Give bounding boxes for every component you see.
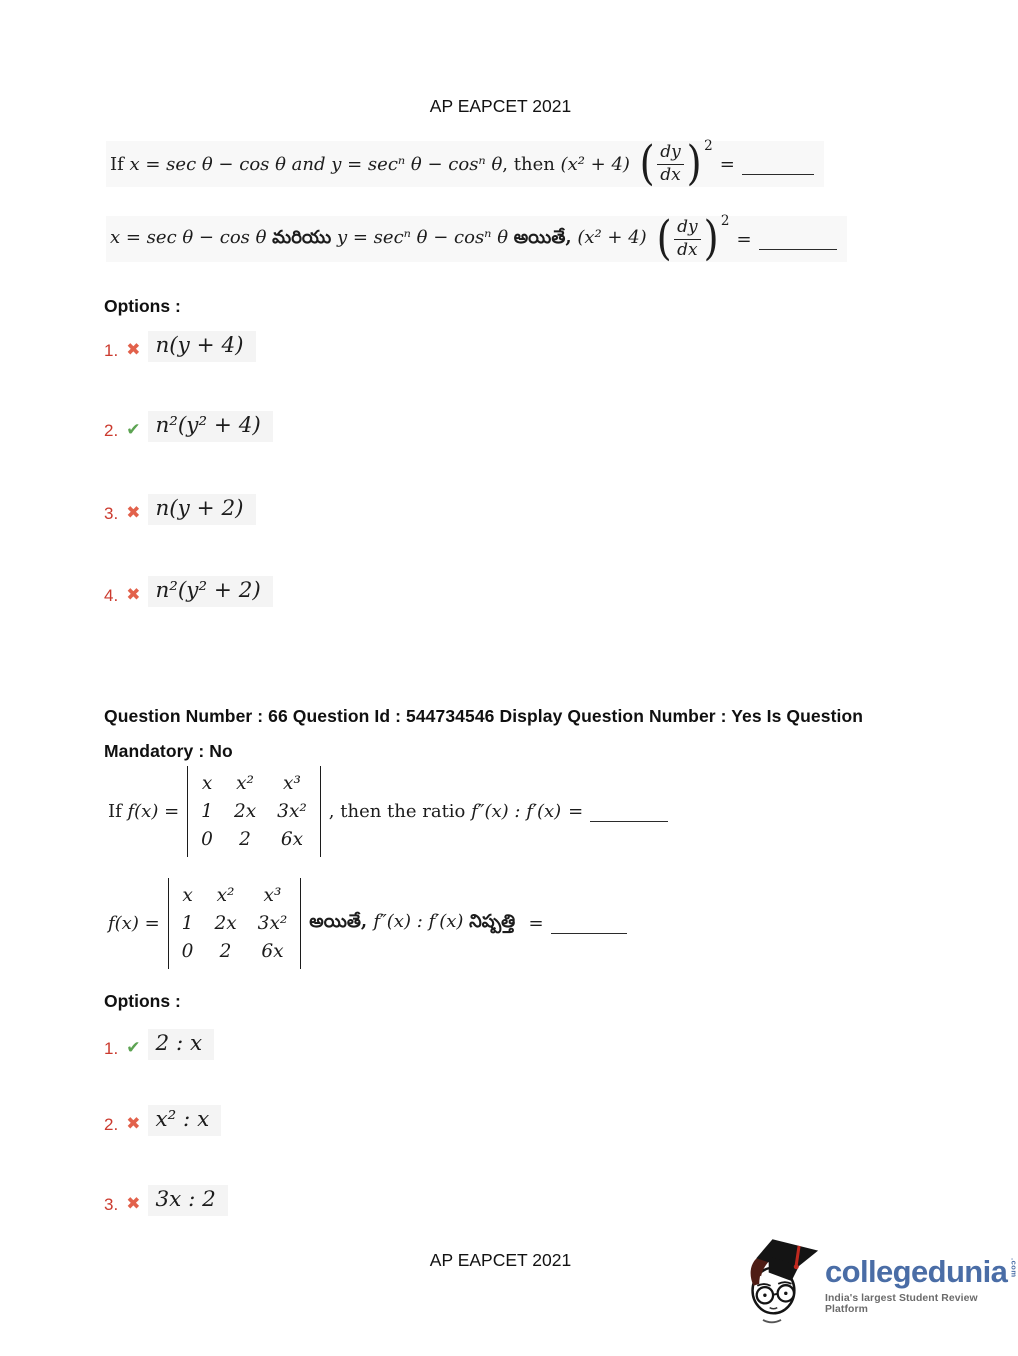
answer-blank-line — [590, 821, 668, 822]
option-number: 4. — [104, 586, 119, 605]
options-label: Options : — [104, 296, 181, 316]
options-label: Options : — [104, 991, 181, 1011]
option-row-2 — [104, 404, 273, 448]
question-66-telugu: f(x) = x x² x³ 1 2x 3x² 0 2 6x అయితే, f″(x) : f′(x) నిష్పత్తి = — [104, 876, 637, 971]
option-row-4 — [104, 569, 273, 613]
wrong-icon: ✖ — [126, 339, 141, 359]
determinant: x x² x³ 1 2x 3x² 0 2 6x — [187, 766, 321, 857]
question-65-english-text: If x = sec θ − cos θ and y = secⁿ θ − cosⁿ θ, then (x² + 4) — [110, 153, 630, 175]
wrong-icon: ✖ — [126, 1193, 141, 1213]
option-row-3 — [104, 487, 256, 531]
mascot-icon — [744, 1236, 820, 1326]
option-number: 3. — [104, 504, 119, 523]
option-number: 3. — [104, 1195, 119, 1214]
wrong-icon: ✖ — [126, 584, 141, 604]
question-65-telugu-text: x = sec θ − cos θ మరియు y = secⁿ θ − cosⁿ θ అయితే, (x² + 4) — [110, 226, 647, 248]
option-formula: n²(y² + 4) — [148, 411, 272, 442]
dy-dx-squared-fraction: ( $\frac{dy}{dx}$ ) 2 — [639, 136, 713, 191]
option-formula: n(y + 2) — [148, 494, 255, 525]
question-65-telugu — [106, 211, 847, 266]
wrong-icon: ✖ — [126, 502, 141, 522]
answer-blank-line — [551, 933, 627, 934]
option-formula: n²(y² + 2) — [148, 576, 272, 607]
option-row-3 — [104, 1178, 228, 1222]
equals-sign: = — [719, 153, 735, 175]
option-row-1 — [104, 1022, 214, 1066]
dy-dx-squared-fraction: ( $\frac{dy}{dx}$ ) 2 — [656, 211, 730, 266]
question-65-english — [106, 136, 824, 191]
option-formula: n(y + 4) — [148, 331, 255, 362]
option-row-1 — [104, 324, 256, 368]
brand-text: collegedunia — [825, 1254, 1008, 1289]
option-number: 1. — [104, 1039, 119, 1058]
option-row-2 — [104, 1098, 221, 1142]
answer-blank-line — [759, 249, 837, 250]
collegedunia-logo — [744, 1236, 1018, 1326]
option-formula: x² : x — [148, 1105, 221, 1136]
question-66-header-line2: Mandatory : No — [104, 741, 233, 761]
determinant: x x² x³ 1 2x 3x² 0 2 6x — [168, 878, 302, 969]
answer-blank-line — [742, 174, 814, 175]
brand-com-suffix: .com — [1009, 1258, 1018, 1278]
question-66-header-line1: Question Number : 66 Question Id : 544734546 Display Question Number : Yes Is Question — [104, 706, 864, 726]
option-number: 1. — [104, 341, 119, 360]
option-number: 2. — [104, 421, 119, 440]
equals-sign: = — [528, 913, 544, 935]
question-66-english: If f(x) = x x² x³ 1 2x 3x² 0 2 6x , then the ratio f″(x) : f′(x) = — [104, 764, 678, 859]
page-title: AP EAPCET 2021 — [429, 96, 572, 116]
option-number: 2. — [104, 1115, 119, 1134]
footer-title: AP EAPCET 2021 — [429, 1250, 572, 1270]
correct-icon: ✔ — [126, 1037, 141, 1057]
correct-icon: ✔ — [126, 419, 141, 439]
wrong-icon: ✖ — [126, 1113, 141, 1133]
brand-tagline: India's largest Student Review Platform — [825, 1292, 978, 1315]
option-formula: 2 : x — [148, 1029, 214, 1060]
equals-sign: = — [568, 801, 584, 823]
equals-sign: = — [736, 228, 752, 250]
option-formula: 3x : 2 — [148, 1185, 227, 1216]
